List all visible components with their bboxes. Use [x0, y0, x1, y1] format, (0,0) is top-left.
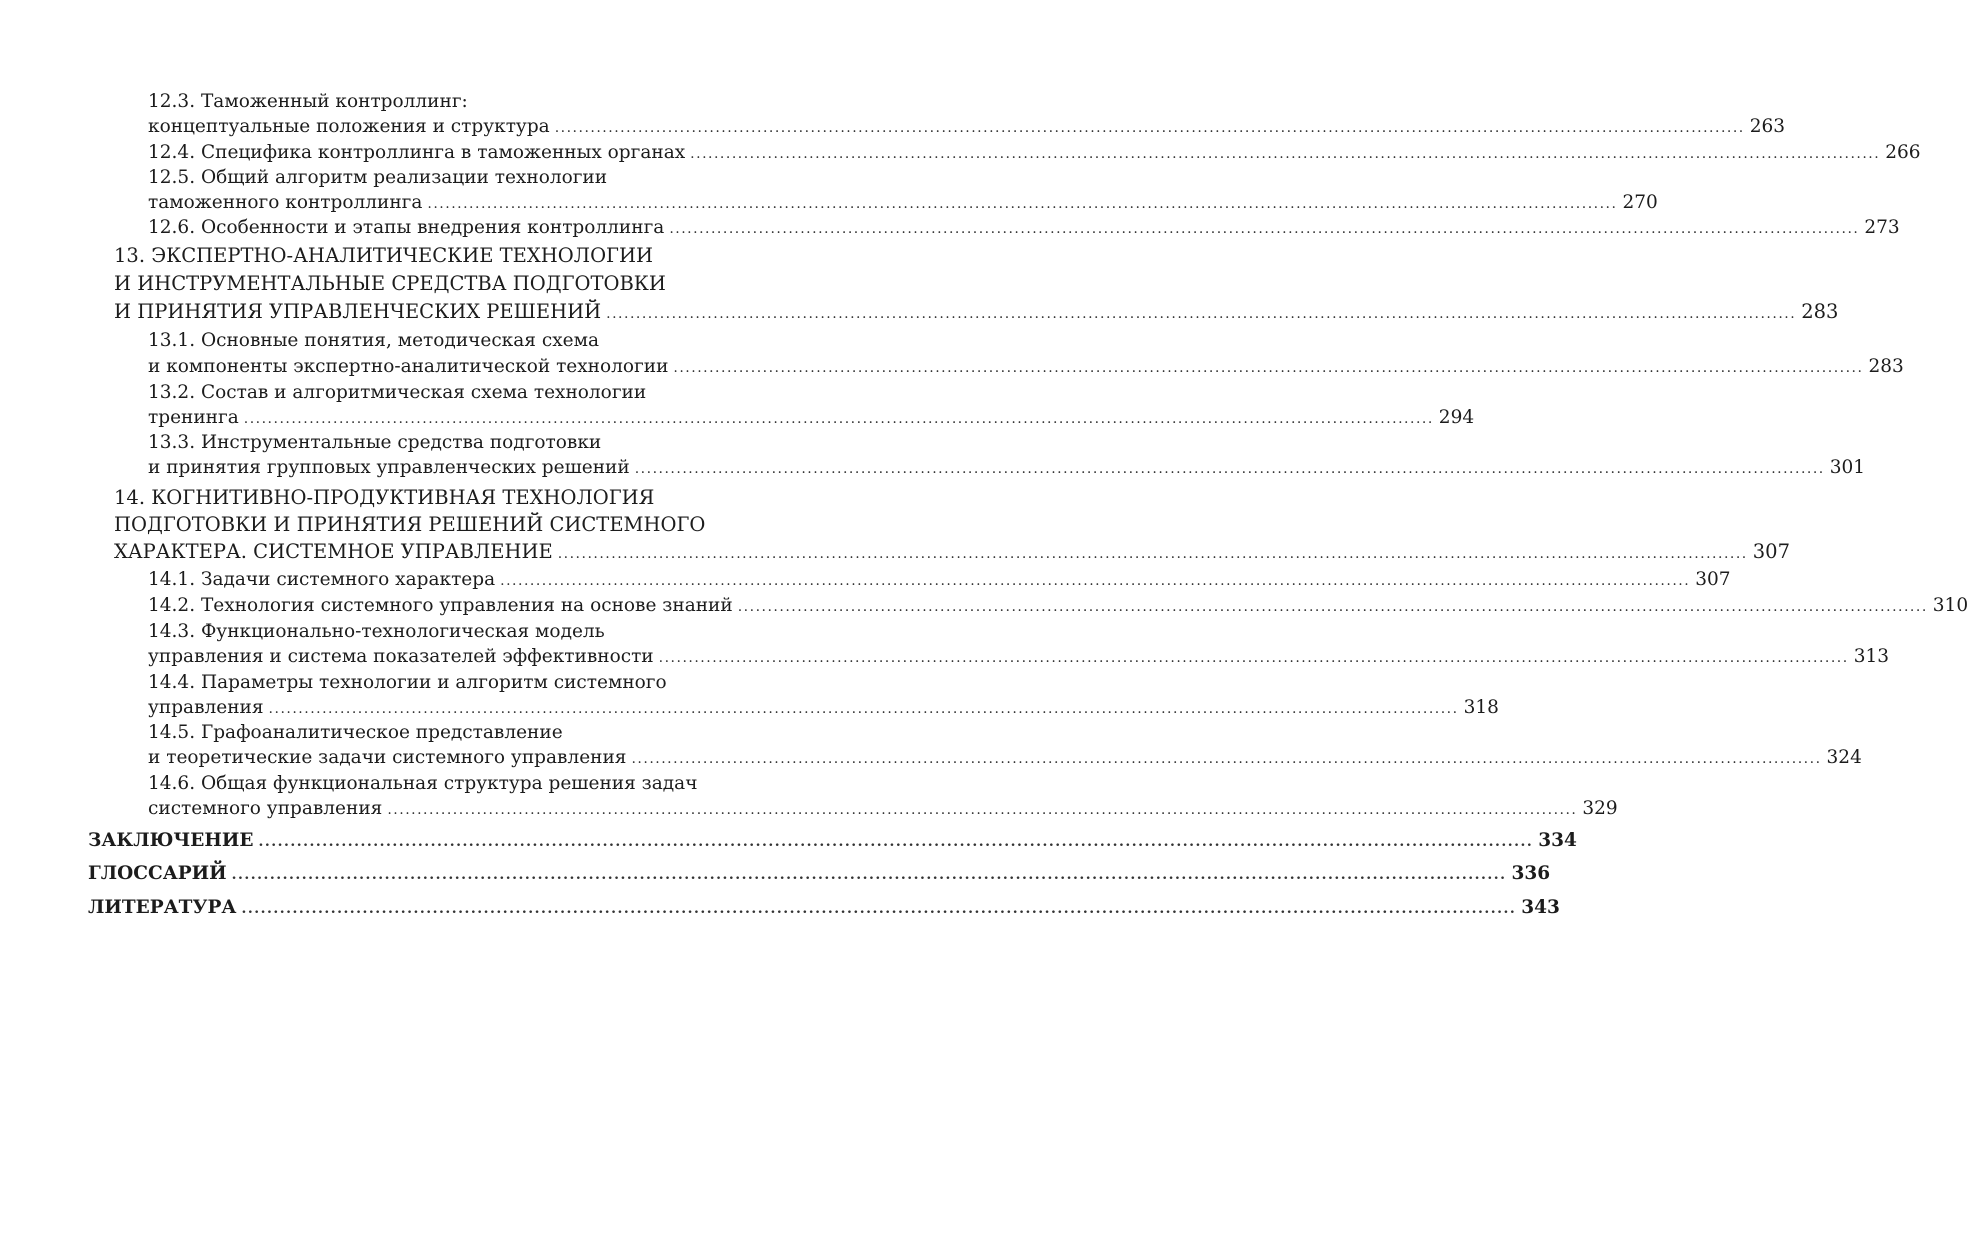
dot-leader: ........................................................................................................................................................................................................ [690, 146, 1881, 162]
dot-leader: ........................................................................................................................................................................................................ [669, 221, 1860, 237]
page-number: 307 [1695, 569, 1731, 590]
toc-line: управления и система показателей эффективности ........................................................................................................................................................................................................ 313 [148, 645, 784, 669]
page-number: 263 [1749, 116, 1786, 137]
toc-line: 12.3. Таможенный контроллинг: [148, 91, 468, 112]
page-number: 294 [1438, 407, 1475, 428]
dot-leader: ........................................................................................................................................................................................................ [658, 650, 1849, 666]
toc-line: 12.6. Особенности и этапы внедрения контроллинга ........................................................................................................................................................................................................ 273 [148, 216, 784, 240]
toc-line: ГЛОССАРИЙ ........................................................................................................................................................................................................ 336 [88, 862, 784, 886]
dot-leader: ........................................................................................................................................................................................................ [268, 701, 1459, 717]
page-number: 318 [1463, 697, 1499, 718]
toc-line: и принятия групповых управленческих решений ........................................................................................................................................................................................................ 301 [148, 456, 784, 480]
toc-line: ЗАКЛЮЧЕНИЕ ........................................................................................................................................................................................................ 334 [88, 829, 784, 853]
toc-line: 12.4. Специфика контроллинга в таможенных органах ........................................................................................................................................................................................................ 266 [148, 141, 784, 165]
toc-line: 14.1. Задачи системного характера ........................................................................................................................................................................................................ 307 [148, 568, 784, 592]
page-number: 266 [1885, 142, 1921, 163]
dot-leader: ........................................................................................................................................................................................................ [500, 573, 1691, 589]
dot-leader: ........................................................................................................................................................................................................ [631, 751, 1822, 767]
page-number: 310 [1932, 595, 1968, 616]
toc-line: системного управления ........................................................................................................................................................................................................ 329 [148, 797, 784, 821]
toc-line: 14.2. Технология системного управления на основе знаний ........................................................................................................................................................................................................ 310 [148, 594, 784, 618]
toc-line: 13. ЭКСПЕРТНО-АНАЛИТИЧЕСКИЕ ТЕХНОЛОГИИ [114, 244, 653, 267]
dot-leader: ........................................................................................................................................................................................................ [243, 411, 1434, 427]
toc-line: И ИНСТРУМЕНТАЛЬНЫЕ СРЕДСТВА ПОДГОТОВКИ [114, 272, 666, 295]
page-number: 283 [1801, 300, 1839, 323]
dot-leader: ........................................................................................................................................................................................................ [427, 196, 1618, 212]
toc-line: 12.5. Общий алгоритм реализации технологии [148, 167, 608, 188]
toc-line: и компоненты экспертно-аналитической технологии ........................................................................................................................................................................................................ 283 [148, 355, 784, 379]
toc-line: 14.6. Общая функциональная структура решения задач [148, 773, 698, 794]
page-number: 270 [1622, 192, 1658, 213]
dot-leader: ........................................................................................................................................................................................................ [737, 599, 1928, 615]
page-number: 324 [1826, 747, 1862, 768]
dot-leader: ........................................................................................................................................................................................................ [606, 306, 1797, 322]
page-number: 313 [1853, 646, 1890, 667]
toc-line: 13.3. Инструментальные средства подготовки [148, 432, 602, 453]
toc-line: управления ........................................................................................................................................................................................................ 318 [148, 696, 784, 720]
toc-line: 14.4. Параметры технологии и алгоритм системного [148, 672, 667, 693]
dot-leader: ........................................................................................................................................................................................................ [387, 802, 1578, 818]
dot-leader: ........................................................................................................................................................................................................ [554, 120, 1745, 136]
toc-line: концептуальные положения и структура ........................................................................................................................................................................................................ 263 [148, 115, 784, 139]
toc-line: ХАРАКТЕРА. СИСТЕМНОЕ УПРАВЛЕНИЕ ........................................................................................................................................................................................................ 307 [114, 540, 784, 564]
dot-leader: ........................................................................................................................................................................................................ [557, 546, 1748, 562]
toc-line: 13.1. Основные понятия, методическая схема [148, 330, 599, 351]
dot-leader: ........................................................................................................................................................................................................ [231, 867, 1507, 883]
page-number: 273 [1864, 217, 1900, 238]
dot-leader: ........................................................................................................................................................................................................ [634, 461, 1825, 477]
page-number: 307 [1752, 540, 1790, 563]
toc-line: 14.3. Функционально-технологическая модель [148, 621, 605, 642]
toc-line: ЛИТЕРАТУРА ........................................................................................................................................................................................................ 343 [88, 896, 784, 920]
toc-line: таможенного контроллинга ........................................................................................................................................................................................................ 270 [148, 191, 784, 215]
page-number: 283 [1868, 356, 1904, 377]
page-number: 329 [1582, 798, 1618, 819]
dot-leader: ........................................................................................................................................................................................................ [241, 901, 1517, 917]
toc-line: ПОДГОТОВКИ И ПРИНЯТИЯ РЕШЕНИЙ СИСТЕМНОГО [114, 513, 706, 536]
toc-line: 14. КОГНИТИВНО-ПРОДУКТИВНАЯ ТЕХНОЛОГИЯ [114, 486, 655, 509]
toc-line: И ПРИНЯТИЯ УПРАВЛЕНЧЕСКИХ РЕШЕНИЙ ........................................................................................................................................................................................................ 283 [114, 300, 784, 324]
toc-line: и теоретические задачи системного управления ........................................................................................................................................................................................................ 324 [148, 746, 784, 770]
page-number: 336 [1511, 863, 1551, 884]
page-number: 334 [1538, 830, 1577, 851]
page-number: 343 [1521, 897, 1560, 918]
toc-line: 13.2. Состав и алгоритмическая схема технологии [148, 382, 647, 403]
toc-line: тренинга ........................................................................................................................................................................................................ 294 [148, 406, 784, 430]
toc-line: 14.5. Графоаналитическое представление [148, 722, 563, 743]
dot-leader: ........................................................................................................................................................................................................ [258, 834, 1534, 850]
page-number: 301 [1829, 457, 1866, 478]
dot-leader: ........................................................................................................................................................................................................ [673, 360, 1864, 376]
